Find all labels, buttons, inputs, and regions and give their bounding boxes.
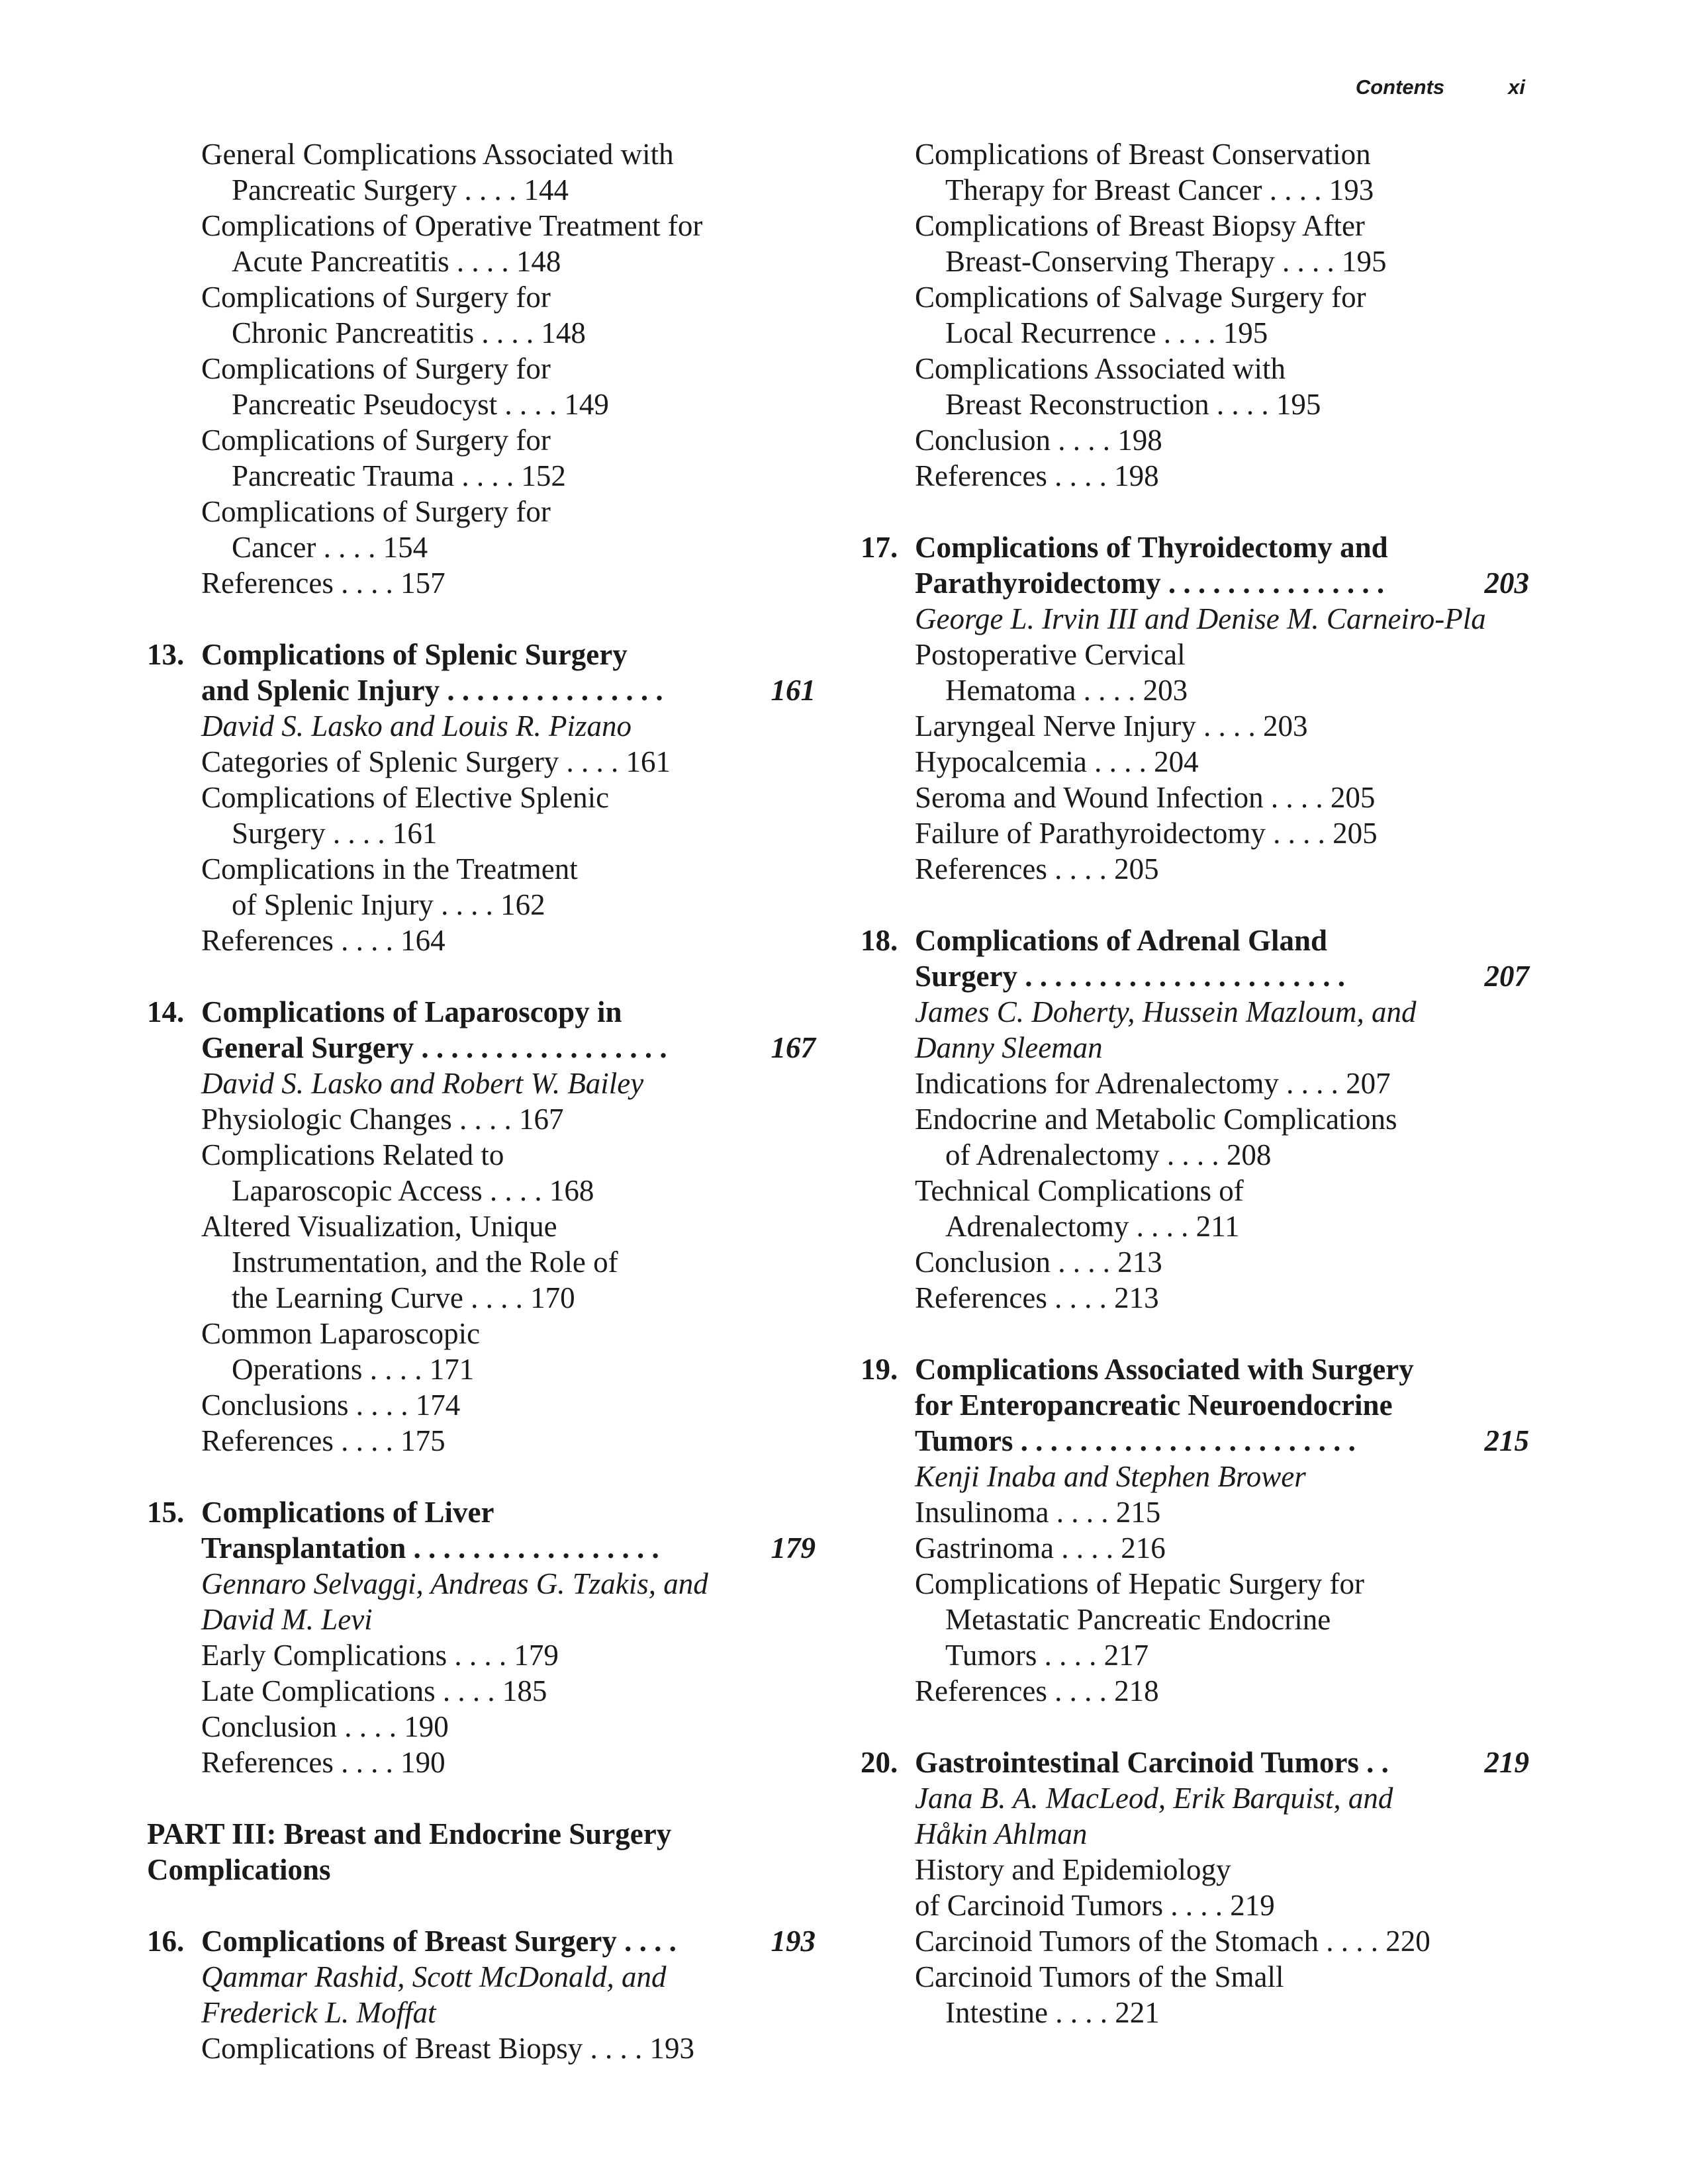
toc-entry-cont[interactable]: Laparoscopic Access . . . . 168 (232, 1174, 594, 1207)
chapter-title: Gastrointestinal Carcinoid Tumors . . (915, 1746, 1389, 1779)
chapter-authors: David M. Levi (201, 1603, 373, 1636)
toc-entry[interactable]: Insulinoma . . . . 215 (915, 1496, 1161, 1529)
running-head-label: Contents (1355, 75, 1445, 99)
toc-entry[interactable]: Complications of Operative Treatment for (201, 209, 703, 242)
chapter-authors: Håkin Ahlman (915, 1817, 1088, 1850)
toc-entry-cont[interactable]: Surgery . . . . 161 (232, 817, 438, 850)
toc-entry[interactable]: Early Complications . . . . 179 (201, 1639, 559, 1672)
chapter-number: 13. (147, 638, 185, 671)
part-heading: PART III: Breast and Endocrine Surgery (147, 1817, 672, 1850)
toc-entry-cont[interactable]: Breast Reconstruction . . . . 195 (945, 388, 1321, 421)
toc-entry[interactable]: Conclusion . . . . 190 (201, 1710, 449, 1743)
chapter-title: Complications of Breast Surgery . . . . (201, 1925, 677, 1958)
toc-entry[interactable]: Complications of Breast Biopsy . . . . 193 (201, 2032, 694, 2065)
toc-entry[interactable]: Complications in the Treatment (201, 852, 578, 886)
part-heading: Complications (147, 1853, 331, 1886)
chapter-page: 161 (771, 674, 816, 707)
page-number: xi (1508, 75, 1525, 99)
toc-entry[interactable]: Late Complications . . . . 185 (201, 1674, 547, 1707)
chapter-page: 179 (771, 1531, 816, 1565)
chapter-authors: James C. Doherty, Hussein Mazloum, and (915, 995, 1417, 1028)
chapter-authors: George L. Irvin III and Denise M. Carneiro-Pla (915, 602, 1486, 635)
toc-entry-cont[interactable]: Pancreatic Surgery . . . . 144 (232, 173, 569, 206)
toc-entry[interactable]: Complications of Salvage Surgery for (915, 281, 1366, 314)
chapter-title: Complications Associated with Surgery (915, 1353, 1414, 1386)
toc-entry[interactable]: References . . . . 164 (201, 924, 445, 957)
toc-entry-cont[interactable]: Acute Pancreatitis . . . . 148 (232, 245, 561, 278)
chapter-17-heading[interactable] (861, 529, 1529, 565)
toc-entry[interactable]: Hypocalcemia . . . . 204 (915, 745, 1199, 778)
chapter-authors: Danny Sleeman (915, 1031, 1103, 1064)
chapter-authors: Frederick L. Moffat (201, 1996, 436, 2029)
chapter-page: 167 (771, 1031, 816, 1064)
toc-entry[interactable]: References . . . . 218 (915, 1674, 1159, 1707)
toc-entry-cont[interactable]: Local Recurrence . . . . 195 (945, 316, 1268, 349)
chapter-page: 219 (1484, 1746, 1529, 1779)
toc-entry[interactable]: of Carcinoid Tumors . . . . 219 (915, 1889, 1275, 1922)
chapter-13-heading[interactable] (147, 637, 816, 672)
toc-entry-cont[interactable]: Tumors . . . . 217 (945, 1639, 1149, 1672)
toc-entry[interactable]: Endocrine and Metabolic Complications (915, 1103, 1397, 1136)
toc-entry-cont[interactable]: Metastatic Pancreatic Endocrine (945, 1603, 1331, 1636)
toc-entry[interactable]: Complications of Surgery for (201, 424, 551, 457)
toc-entry[interactable]: Conclusion . . . . 198 (915, 424, 1162, 457)
toc-entry-cont[interactable]: Operations . . . . 171 (232, 1353, 475, 1386)
toc-entry[interactable]: Complications of Breast Biopsy After (915, 209, 1365, 242)
toc-entry[interactable]: General Complications Associated with (201, 138, 674, 171)
chapter-authors: Jana B. A. MacLeod, Erik Barquist, and (915, 1782, 1393, 1815)
toc-entry-cont[interactable]: Adrenalectomy . . . . 211 (945, 1210, 1240, 1243)
toc-entry[interactable]: Complications of Surgery for (201, 281, 551, 314)
chapter-19-heading[interactable] (861, 1351, 1529, 1387)
toc-entry-cont[interactable]: of Adrenalectomy . . . . 208 (945, 1138, 1272, 1171)
chapter-17-title-line[interactable] (861, 565, 1529, 601)
chapter-16-heading[interactable] (147, 1923, 816, 1959)
chapter-title: Complications of Thyroidectomy and (915, 531, 1388, 564)
chapter-14-heading[interactable] (147, 994, 816, 1030)
toc-entry[interactable]: Gastrinoma . . . . 216 (915, 1531, 1166, 1565)
chapter-page: 203 (1484, 567, 1529, 600)
toc-entry[interactable]: Laryngeal Nerve Injury . . . . 203 (915, 709, 1308, 743)
chapter-title: and Splenic Injury . . . . . . . . . . . . . . . (201, 674, 663, 707)
chapter-title: Complications of Liver (201, 1496, 494, 1529)
toc-entry-cont[interactable]: the Learning Curve . . . . 170 (232, 1281, 575, 1314)
chapter-14-title-line[interactable] (147, 1030, 816, 1066)
chapter-number: 16. (147, 1925, 185, 1958)
chapter-title: Complications of Adrenal Gland (915, 924, 1328, 957)
chapter-page: 215 (1484, 1424, 1529, 1457)
running-head (1356, 74, 1525, 101)
chapter-authors: David S. Lasko and Louis R. Pizano (201, 709, 632, 743)
toc-entry[interactable]: Technical Complications of (915, 1174, 1244, 1207)
toc-entry-cont[interactable]: Instrumentation, and the Role of (232, 1246, 618, 1279)
chapter-page: 193 (771, 1925, 816, 1958)
chapter-13-title-line[interactable] (147, 672, 816, 708)
toc-entry[interactable]: Postoperative Cervical (915, 638, 1186, 671)
toc-entry-cont[interactable]: Pancreatic Trauma . . . . 152 (232, 459, 566, 492)
chapter-number: 20. (861, 1746, 898, 1779)
chapter-number: 18. (861, 924, 898, 957)
toc-entry[interactable]: References . . . . 213 (915, 1281, 1159, 1314)
toc-entry[interactable]: References . . . . 198 (915, 459, 1159, 492)
chapter-18-title-line[interactable] (861, 958, 1529, 994)
toc-entry[interactable]: Categories of Splenic Surgery . . . . 161 (201, 745, 671, 778)
toc-entry[interactable]: Conclusions . . . . 174 (201, 1388, 461, 1422)
toc-entry[interactable]: Complications of Hepatic Surgery for (915, 1567, 1365, 1600)
chapter-number: 19. (861, 1353, 898, 1386)
chapter-19-title-line[interactable] (861, 1423, 1529, 1459)
chapter-title: Transplantation . . . . . . . . . . . . . . . . . (201, 1531, 659, 1565)
toc-entry[interactable]: Failure of Parathyroidectomy . . . . 205 (915, 817, 1378, 850)
toc-entry[interactable]: Conclusion . . . . 213 (915, 1246, 1162, 1279)
toc-entry[interactable]: Complications of Breast Conservation (915, 138, 1371, 171)
toc-entry[interactable]: Complications of Elective Splenic (201, 781, 610, 814)
toc-entry[interactable]: References . . . . 190 (201, 1746, 445, 1779)
toc-entry[interactable]: History and Epidemiology (915, 1853, 1231, 1886)
toc-entry[interactable]: Physiologic Changes . . . . 167 (201, 1103, 564, 1136)
toc-entry[interactable]: References . . . . 175 (201, 1424, 445, 1457)
chapter-15-title-line[interactable] (147, 1530, 816, 1566)
chapter-title: Tumors . . . . . . . . . . . . . . . . . . . . . . . (915, 1424, 1356, 1457)
toc-entry[interactable]: Seroma and Wound Infection . . . . 205 (915, 781, 1376, 814)
chapter-title: General Surgery . . . . . . . . . . . . . . . . . (201, 1031, 667, 1064)
toc-column-left (147, 136, 816, 2066)
chapter-20-heading[interactable] (861, 1745, 1529, 1780)
chapter-18-heading[interactable] (861, 923, 1529, 958)
toc-entry[interactable]: Carcinoid Tumors of the Small (915, 1960, 1284, 1993)
chapter-number: 15. (147, 1496, 185, 1529)
chapter-authors: David S. Lasko and Robert W. Bailey (201, 1067, 644, 1100)
chapter-title: Complications of Laparoscopy in (201, 995, 622, 1028)
toc-entry-cont[interactable]: Cancer . . . . 154 (232, 531, 428, 564)
chapter-page: 207 (1484, 960, 1529, 993)
toc-entry-cont[interactable]: Hematoma . . . . 203 (945, 674, 1188, 707)
toc-entry-cont[interactable]: of Splenic Injury . . . . 162 (232, 888, 545, 921)
toc-entry[interactable]: Complications Associated with (915, 352, 1286, 385)
chapter-15-heading[interactable] (147, 1494, 816, 1530)
toc-entry-cont[interactable]: Chronic Pancreatitis . . . . 148 (232, 316, 586, 349)
toc-entry[interactable]: Complications Related to (201, 1138, 504, 1171)
toc-entry[interactable]: Indications for Adrenalectomy . . . . 207 (915, 1067, 1391, 1100)
toc-column-right (861, 136, 1529, 2030)
chapter-19-title-line[interactable] (861, 1387, 1529, 1423)
toc-entry[interactable]: Carcinoid Tumors of the Stomach . . . . 220 (915, 1925, 1430, 1958)
chapter-title: Complications of Splenic Surgery (201, 638, 628, 671)
chapter-title: for Enteropancreatic Neuroendocrine (915, 1388, 1393, 1422)
chapter-authors: Kenji Inaba and Stephen Brower (915, 1460, 1306, 1493)
chapter-title: Surgery . . . . . . . . . . . . . . . . . . . . . . (915, 960, 1345, 993)
chapter-number: 17. (861, 531, 898, 564)
toc-entry[interactable]: Common Laparoscopic (201, 1317, 481, 1350)
toc-entry[interactable]: Complications of Surgery for (201, 352, 551, 385)
toc-entry[interactable]: Complications of Surgery for (201, 495, 551, 528)
toc-entry[interactable]: References . . . . 157 (201, 567, 445, 600)
toc-entry-cont[interactable]: Therapy for Breast Cancer . . . . 193 (945, 173, 1374, 206)
chapter-number: 14. (147, 995, 185, 1028)
toc-entry[interactable]: References . . . . 205 (915, 852, 1159, 886)
chapter-authors: Qammar Rashid, Scott McDonald, and (201, 1960, 667, 1993)
toc-entry-cont[interactable]: Breast-Conserving Therapy . . . . 195 (945, 245, 1387, 278)
toc-entry[interactable]: Altered Visualization, Unique (201, 1210, 557, 1243)
toc-entry-cont[interactable]: Intestine . . . . 221 (945, 1996, 1160, 2029)
chapter-title: Parathyroidectomy . . . . . . . . . . . . . . . (915, 567, 1385, 600)
toc-entry-cont[interactable]: Pancreatic Pseudocyst . . . . 149 (232, 388, 609, 421)
chapter-authors: Gennaro Selvaggi, Andreas G. Tzakis, and (201, 1567, 708, 1600)
